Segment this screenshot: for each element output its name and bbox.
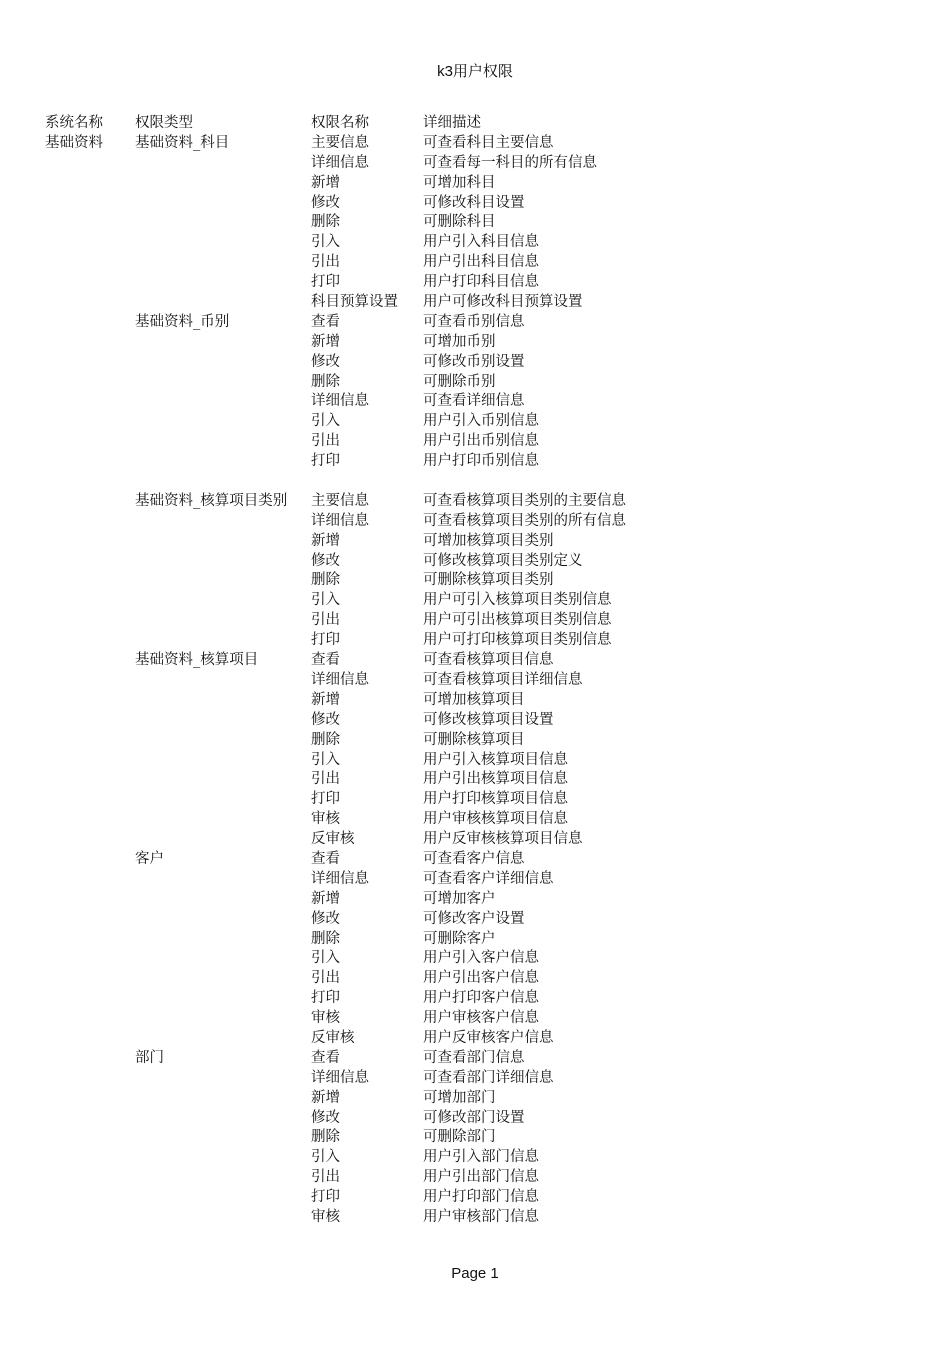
system-name-cell (45, 1089, 135, 1109)
permission-type-cell: 客户 (135, 850, 164, 867)
system-name-cell (45, 949, 135, 969)
page-title: k3用户权限 (437, 63, 513, 80)
description-cell: 可查看客户信息 (423, 850, 525, 867)
permission-name-cell: 引出 (311, 771, 340, 788)
table-row (45, 1208, 723, 1228)
permission-name-cell: 新增 (311, 174, 340, 191)
table-header (45, 114, 723, 134)
table-row (45, 1109, 723, 1129)
permission-type-cell (135, 671, 311, 691)
permission-name-cell: 详细信息 (311, 1069, 369, 1086)
system-name-cell (45, 392, 135, 412)
permission-name-cell: 查看 (311, 1049, 340, 1066)
system-name-cell (45, 512, 135, 532)
permission-name-cell: 删除 (311, 572, 340, 589)
permission-name-cell: 打印 (311, 1189, 340, 1206)
table-row (45, 870, 723, 890)
permission-name-cell: 反审核 (311, 1029, 355, 1046)
system-name-cell (45, 1168, 135, 1188)
description-cell: 可删除币别 (423, 373, 496, 390)
description-cell: 用户可打印核算项目类别信息 (423, 632, 612, 649)
table-row (45, 770, 723, 790)
table-row (45, 850, 723, 870)
permission-type-cell (135, 1168, 311, 1188)
description-cell: 用户引入核算项目信息 (423, 751, 568, 768)
permission-name-cell: 新增 (311, 890, 340, 907)
system-name-cell (45, 751, 135, 771)
permission-name-cell: 详细信息 (311, 512, 369, 529)
system-name-cell (45, 1009, 135, 1029)
table-row (45, 1069, 723, 1089)
system-name-cell (45, 1069, 135, 1089)
permissions-table (45, 114, 723, 1228)
permission-type-cell: 部门 (135, 1049, 164, 1066)
table-row (45, 1089, 723, 1109)
system-name-cell (45, 1148, 135, 1168)
system-name-cell (45, 890, 135, 910)
table-row (45, 213, 723, 233)
description-cell: 可删除核算项目类别 (423, 572, 554, 589)
system-name-cell (45, 1109, 135, 1129)
system-name-cell (45, 552, 135, 572)
permission-type-cell (135, 611, 311, 631)
system-name-cell (45, 213, 135, 233)
table-row (45, 452, 723, 472)
table-row (45, 969, 723, 989)
permission-name-cell: 引入 (311, 413, 340, 430)
table-row (45, 432, 723, 452)
table-row (45, 631, 723, 651)
permission-type-cell (135, 890, 311, 910)
system-name-cell (45, 1049, 135, 1069)
permission-name-cell: 详细信息 (311, 870, 369, 887)
table-row (45, 751, 723, 771)
description-cell: 可修改币别设置 (423, 353, 525, 370)
table-row (45, 412, 723, 432)
permission-name-cell: 引入 (311, 950, 340, 967)
permission-name-cell: 查看 (311, 850, 340, 867)
permission-name-cell: 删除 (311, 930, 340, 947)
system-name-cell (45, 930, 135, 950)
system-name-cell (45, 611, 135, 631)
table-row (45, 233, 723, 253)
permission-type-cell: 基础资料_核算项目类别 (135, 492, 288, 509)
permission-type-cell (135, 253, 311, 273)
system-name-cell (45, 671, 135, 691)
permission-name-cell: 引出 (311, 1169, 340, 1186)
permission-type-cell (135, 1109, 311, 1129)
description-cell: 用户引出部门信息 (423, 1169, 539, 1186)
permission-type-cell (135, 591, 311, 611)
permission-type-cell (135, 1208, 311, 1228)
system-name-cell (45, 631, 135, 651)
permission-type-cell (135, 631, 311, 651)
permission-type-cell (135, 392, 311, 412)
table-row (45, 1188, 723, 1208)
header-system-name: 系统名称 (45, 115, 103, 131)
permission-name-cell: 引入 (311, 1149, 340, 1166)
description-cell: 用户引出核算项目信息 (423, 771, 568, 788)
table-row (45, 512, 723, 532)
description-cell: 可删除客户 (423, 930, 496, 947)
permission-name-cell: 修改 (311, 1109, 340, 1126)
table-row (45, 293, 723, 313)
system-name-cell (45, 154, 135, 174)
description-cell: 可查看币别信息 (423, 313, 525, 330)
system-name-cell (45, 273, 135, 293)
system-name-cell (45, 810, 135, 830)
permission-type-cell (135, 571, 311, 591)
permission-type-cell (135, 512, 311, 532)
system-name-cell (45, 1208, 135, 1228)
permission-name-cell: 查看 (311, 313, 340, 330)
permission-name-cell: 详细信息 (311, 154, 369, 171)
permission-type-cell: 基础资料_币别 (135, 313, 230, 330)
table-row (45, 333, 723, 353)
system-name-cell (45, 830, 135, 850)
system-name-cell (45, 432, 135, 452)
table-row (45, 1168, 723, 1188)
permission-name-cell: 主要信息 (311, 134, 369, 151)
table-row (45, 1009, 723, 1029)
table-row (45, 253, 723, 273)
table-row (45, 651, 723, 671)
description-cell: 用户可修改科目预算设置 (423, 294, 583, 311)
permission-type-cell (135, 452, 311, 472)
permission-type-cell (135, 353, 311, 373)
system-name-cell (45, 194, 135, 214)
permission-type-cell (135, 989, 311, 1009)
permission-name-cell: 引出 (311, 433, 340, 450)
table-row (45, 492, 723, 512)
permission-type-cell (135, 790, 311, 810)
permission-name-cell: 主要信息 (311, 492, 369, 509)
system-name-cell (45, 293, 135, 313)
table-row (45, 591, 723, 611)
table-body (45, 134, 723, 1228)
header-permission-name: 权限名称 (311, 115, 369, 131)
system-name-cell (45, 1188, 135, 1208)
table-row (45, 711, 723, 731)
permission-type-cell (135, 711, 311, 731)
description-cell: 可查看核算项目类别的所有信息 (423, 512, 626, 529)
permission-type-cell (135, 751, 311, 771)
description-cell: 用户可引出核算项目类别信息 (423, 612, 612, 629)
permission-type-cell (135, 1128, 311, 1148)
permission-name-cell: 打印 (311, 791, 340, 808)
description-cell: 用户反审核客户信息 (423, 1029, 554, 1046)
table-row (45, 830, 723, 850)
permission-name-cell: 新增 (311, 691, 340, 708)
table-row (45, 373, 723, 393)
permission-name-cell: 新增 (311, 333, 340, 350)
description-cell: 可查看核算项目详细信息 (423, 671, 583, 688)
table-row (45, 790, 723, 810)
permission-name-cell: 修改 (311, 353, 340, 370)
permission-name-cell: 打印 (311, 990, 340, 1007)
table-row (45, 949, 723, 969)
table-row (45, 691, 723, 711)
description-cell: 可修改科目设置 (423, 194, 525, 211)
description-cell: 用户打印科目信息 (423, 274, 539, 291)
permission-name-cell: 打印 (311, 632, 340, 649)
system-name-cell (45, 591, 135, 611)
table-row (45, 989, 723, 1009)
system-name-cell (45, 532, 135, 552)
table-row (45, 472, 723, 492)
table-row (45, 273, 723, 293)
permission-type-cell (135, 949, 311, 969)
permission-name-cell: 详细信息 (311, 393, 369, 410)
permission-type-cell (135, 930, 311, 950)
permission-type-cell (135, 770, 311, 790)
permission-type-cell (135, 373, 311, 393)
permission-type-cell (135, 412, 311, 432)
permission-type-cell (135, 154, 311, 174)
permission-name-cell: 审核 (311, 1010, 340, 1027)
permission-type-cell (135, 1029, 311, 1049)
description-cell: 用户引出客户信息 (423, 970, 539, 987)
system-name-cell (45, 233, 135, 253)
description-cell: 用户引入科目信息 (423, 234, 539, 251)
table-row (45, 532, 723, 552)
permission-type-cell (135, 552, 311, 572)
permission-type-cell (135, 273, 311, 293)
description-cell: 可查看客户详细信息 (423, 870, 554, 887)
description-cell: 用户引入部门信息 (423, 1149, 539, 1166)
description-cell: 可查看部门详细信息 (423, 1069, 554, 1086)
description-cell: 可增加科目 (423, 174, 496, 191)
header-description: 详细描述 (423, 115, 481, 131)
permission-type-cell (135, 432, 311, 452)
description-cell: 可查看核算项目信息 (423, 652, 554, 669)
permission-type-cell (135, 691, 311, 711)
table-row (45, 313, 723, 333)
table-row (45, 1029, 723, 1049)
permission-name-cell: 引入 (311, 592, 340, 609)
table-row (45, 930, 723, 950)
description-cell: 用户打印核算项目信息 (423, 791, 568, 808)
description-cell: 用户引入客户信息 (423, 950, 539, 967)
table-row (45, 910, 723, 930)
description-cell: 可增加核算项目 (423, 691, 525, 708)
system-name-cell (45, 1029, 135, 1049)
description-cell (423, 472, 723, 492)
table-row (45, 1128, 723, 1148)
permission-type-cell (135, 731, 311, 751)
permission-name-cell: 引出 (311, 970, 340, 987)
system-name-cell: 基础资料 (45, 134, 103, 151)
page-number: Page 1 (451, 1265, 499, 1282)
system-name-cell (45, 313, 135, 333)
table-row (45, 174, 723, 194)
description-cell: 可查看每一科目的所有信息 (423, 154, 597, 171)
permission-name-cell: 新增 (311, 1089, 340, 1106)
table-row (45, 552, 723, 572)
system-name-cell (45, 691, 135, 711)
permission-name-cell: 修改 (311, 552, 340, 569)
permission-name-cell: 修改 (311, 711, 340, 728)
description-cell: 可修改核算项目类别定义 (423, 552, 583, 569)
description-cell: 可删除科目 (423, 214, 496, 231)
system-name-cell (45, 969, 135, 989)
permission-name-cell (311, 472, 423, 492)
description-cell: 用户反审核核算项目信息 (423, 831, 583, 848)
permission-name-cell: 审核 (311, 1208, 340, 1225)
description-cell: 用户打印币别信息 (423, 453, 539, 470)
system-name-cell (45, 770, 135, 790)
permission-name-cell: 修改 (311, 194, 340, 211)
permission-name-cell: 引出 (311, 254, 340, 271)
system-name-cell (45, 870, 135, 890)
description-cell: 用户可引入核算项目类别信息 (423, 592, 612, 609)
permission-name-cell: 审核 (311, 811, 340, 828)
description-cell: 可删除核算项目 (423, 731, 525, 748)
description-cell: 用户打印客户信息 (423, 990, 539, 1007)
permission-type-cell (135, 830, 311, 850)
permission-name-cell: 打印 (311, 274, 340, 291)
permission-type-cell (135, 174, 311, 194)
permission-type-cell (135, 194, 311, 214)
system-name-cell (45, 492, 135, 512)
permission-type-cell (135, 213, 311, 233)
description-cell: 可增加币别 (423, 333, 496, 350)
table-row (45, 671, 723, 691)
description-cell: 可查看科目主要信息 (423, 134, 554, 151)
header-permission-type: 权限类型 (135, 115, 193, 131)
system-name-cell (45, 1128, 135, 1148)
system-name-cell (45, 373, 135, 393)
permission-type-cell (135, 233, 311, 253)
table-row (45, 731, 723, 751)
description-cell: 用户审核核算项目信息 (423, 811, 568, 828)
description-cell: 可修改客户设置 (423, 910, 525, 927)
system-name-cell (45, 989, 135, 1009)
table-row (45, 194, 723, 214)
table-row (45, 154, 723, 174)
permission-name-cell: 引入 (311, 751, 340, 768)
permission-type-cell (135, 1148, 311, 1168)
system-name-cell (45, 353, 135, 373)
table-row (45, 134, 723, 154)
description-cell: 可查看核算项目类别的主要信息 (423, 492, 626, 509)
system-name-cell (45, 571, 135, 591)
permission-type-cell (135, 1089, 311, 1109)
permission-type-cell (135, 293, 311, 313)
system-name-cell (45, 333, 135, 353)
description-cell: 用户引出币别信息 (423, 433, 539, 450)
permission-type-cell (135, 1009, 311, 1029)
system-name-cell (45, 412, 135, 432)
permission-type-cell (135, 910, 311, 930)
table-row (45, 392, 723, 412)
system-name-cell (45, 651, 135, 671)
permission-type-cell: 基础资料_核算项目 (135, 652, 259, 669)
description-cell: 用户打印部门信息 (423, 1189, 539, 1206)
permission-name-cell: 新增 (311, 532, 340, 549)
description-cell: 可查看部门信息 (423, 1049, 525, 1066)
description-cell: 可增加部门 (423, 1089, 496, 1106)
description-cell: 用户引入币别信息 (423, 413, 539, 430)
permission-name-cell: 修改 (311, 910, 340, 927)
system-name-cell (45, 850, 135, 870)
description-cell: 用户审核部门信息 (423, 1208, 539, 1225)
description-cell: 可修改部门设置 (423, 1109, 525, 1126)
permission-type-cell (135, 333, 311, 353)
permission-type-cell: 基础资料_科目 (135, 134, 230, 151)
permission-type-cell (135, 1188, 311, 1208)
system-name-cell (45, 731, 135, 751)
permission-name-cell: 删除 (311, 1129, 340, 1146)
permission-name-cell: 引入 (311, 234, 340, 251)
permission-name-cell: 引出 (311, 612, 340, 629)
table-row (45, 571, 723, 591)
permission-name-cell: 删除 (311, 373, 340, 390)
permission-name-cell: 详细信息 (311, 671, 369, 688)
permission-type-cell (135, 810, 311, 830)
permission-type-cell (135, 969, 311, 989)
system-name-cell (45, 790, 135, 810)
table-row (45, 810, 723, 830)
system-name-cell (45, 174, 135, 194)
table-row (45, 353, 723, 373)
system-name-cell (45, 711, 135, 731)
system-name-cell (45, 910, 135, 930)
system-name-cell (45, 452, 135, 472)
table-row (45, 1148, 723, 1168)
permission-name-cell: 查看 (311, 652, 340, 669)
table-row (45, 611, 723, 631)
permission-name-cell: 删除 (311, 731, 340, 748)
description-cell: 用户审核客户信息 (423, 1010, 539, 1027)
description-cell: 可增加客户 (423, 890, 496, 907)
table-row (45, 1049, 723, 1069)
system-name-cell (45, 472, 135, 492)
permission-name-cell: 打印 (311, 453, 340, 470)
permission-name-cell: 科目预算设置 (311, 294, 398, 311)
system-name-cell (45, 253, 135, 273)
permission-name-cell: 删除 (311, 214, 340, 231)
permission-name-cell: 反审核 (311, 831, 355, 848)
description-cell: 可修改核算项目设置 (423, 711, 554, 728)
table-row (45, 890, 723, 910)
permission-type-cell (135, 532, 311, 552)
description-cell: 可增加核算项目类别 (423, 532, 554, 549)
description-cell: 可删除部门 (423, 1129, 496, 1146)
permission-type-cell (135, 472, 311, 492)
permission-type-cell (135, 1069, 311, 1089)
permission-type-cell (135, 870, 311, 890)
description-cell: 可查看详细信息 (423, 393, 525, 410)
description-cell: 用户引出科目信息 (423, 254, 539, 271)
